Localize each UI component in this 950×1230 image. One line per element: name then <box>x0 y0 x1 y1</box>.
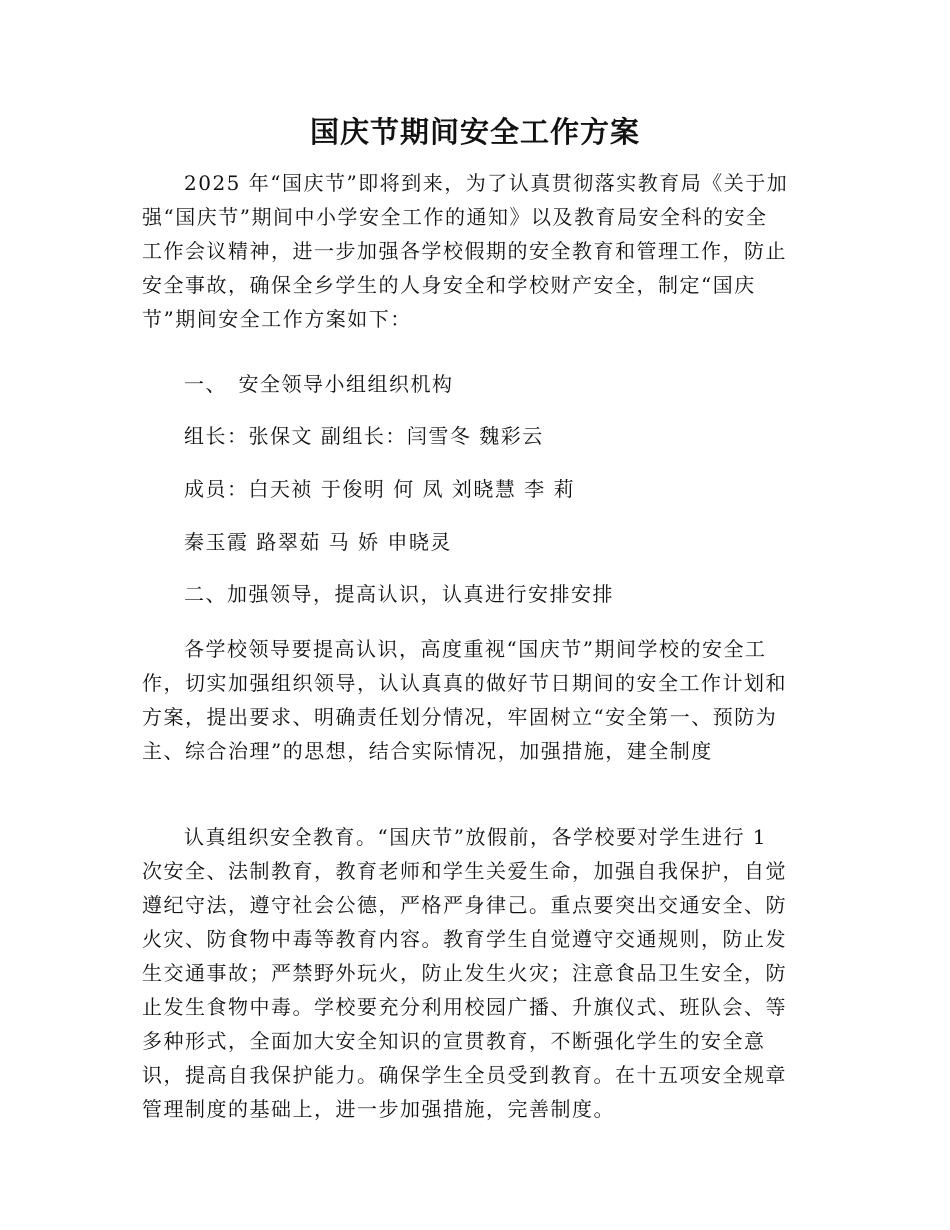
leaders-line: 组长：张保文 副组长：闫雪冬 魏彩云 <box>184 424 544 448</box>
paragraph-line: 遵纪守法，遵守社会公德，严格严身律己。重点要突出交通安全、防 <box>142 893 787 917</box>
paragraph-line: 火灾、防食物中毒等教育内容。教育学生自觉遵守交通规则，防止发 <box>142 927 787 951</box>
paragraph-line: 生交通事故；严禁野外玩火，防止发生火灾；注意食品卫生安全，防 <box>142 961 787 985</box>
paragraph-line: 安全事故，确保全乡学生的人身安全和学校财产安全，制定“国庆 <box>142 273 756 297</box>
paragraph-line: 2025 年“国庆节”即将到来，为了认真贯彻落实教育局《关于加 <box>184 171 789 195</box>
intro-paragraph <box>142 166 807 336</box>
paragraph-line: 主、综合治理”的思想，结合实际情况，加强措施，建全制度 <box>142 739 713 763</box>
section2-paragraph <box>142 632 807 768</box>
members-line-2: 秦玉霞 路翠茹 马 娇 申晓灵 <box>184 530 452 554</box>
paragraph-line: 管理制度的基础上，进一步加强措施，完善制度。 <box>142 1097 615 1121</box>
section2-heading: 二、加强领导，提高认识，认真进行安排安排 <box>184 582 614 606</box>
paragraph-line: 次安全、法制教育，教育老师和学生关爱生命，加强自我保护，自觉 <box>142 859 787 883</box>
members-line-1: 成员：白天祯 于俊明 何 凤 刘晓慧 李 莉 <box>184 477 576 501</box>
paragraph-line: 工作会议精神，进一步加强各学校假期的安全教育和管理工作，防止 <box>142 239 787 263</box>
section1-heading: 一、 安全领导小组组织机构 <box>184 372 454 396</box>
paragraph-line: 多种形式，全面加大安全知识的宣贯教育，不断强化学生的安全意 <box>142 1029 766 1053</box>
document-title: 国庆节期间安全工作方案 <box>309 115 640 149</box>
education-paragraph <box>142 820 807 1126</box>
paragraph-line: 识，提高自我保护能力。确保学生全员受到教育。在十五项安全规章 <box>142 1063 787 1087</box>
paragraph-line: 止发生食物中毒。学校要充分利用校园广播、升旗仪式、班队会、等 <box>142 995 787 1019</box>
paragraph-line: 作，切实加强组织领导，认认真真的做好节日期间的安全工作计划和 <box>142 671 787 695</box>
paragraph-line: 各学校领导要提高认识，高度重视“国庆节”期间学校的安全工 <box>184 637 767 661</box>
paragraph-line: 方案，提出要求、明确责任划分情况，牢固树立“安全第一、预防为 <box>142 705 778 729</box>
paragraph-line: 认真组织安全教育。“国庆节”放假前，各学校要对学生进行 1 <box>184 825 768 849</box>
paragraph-line: 强“国庆节”期间中小学安全工作的通知》以及教育局安全科的安全 <box>142 205 768 229</box>
paragraph-line: 节”期间安全工作方案如下： <box>142 307 412 331</box>
